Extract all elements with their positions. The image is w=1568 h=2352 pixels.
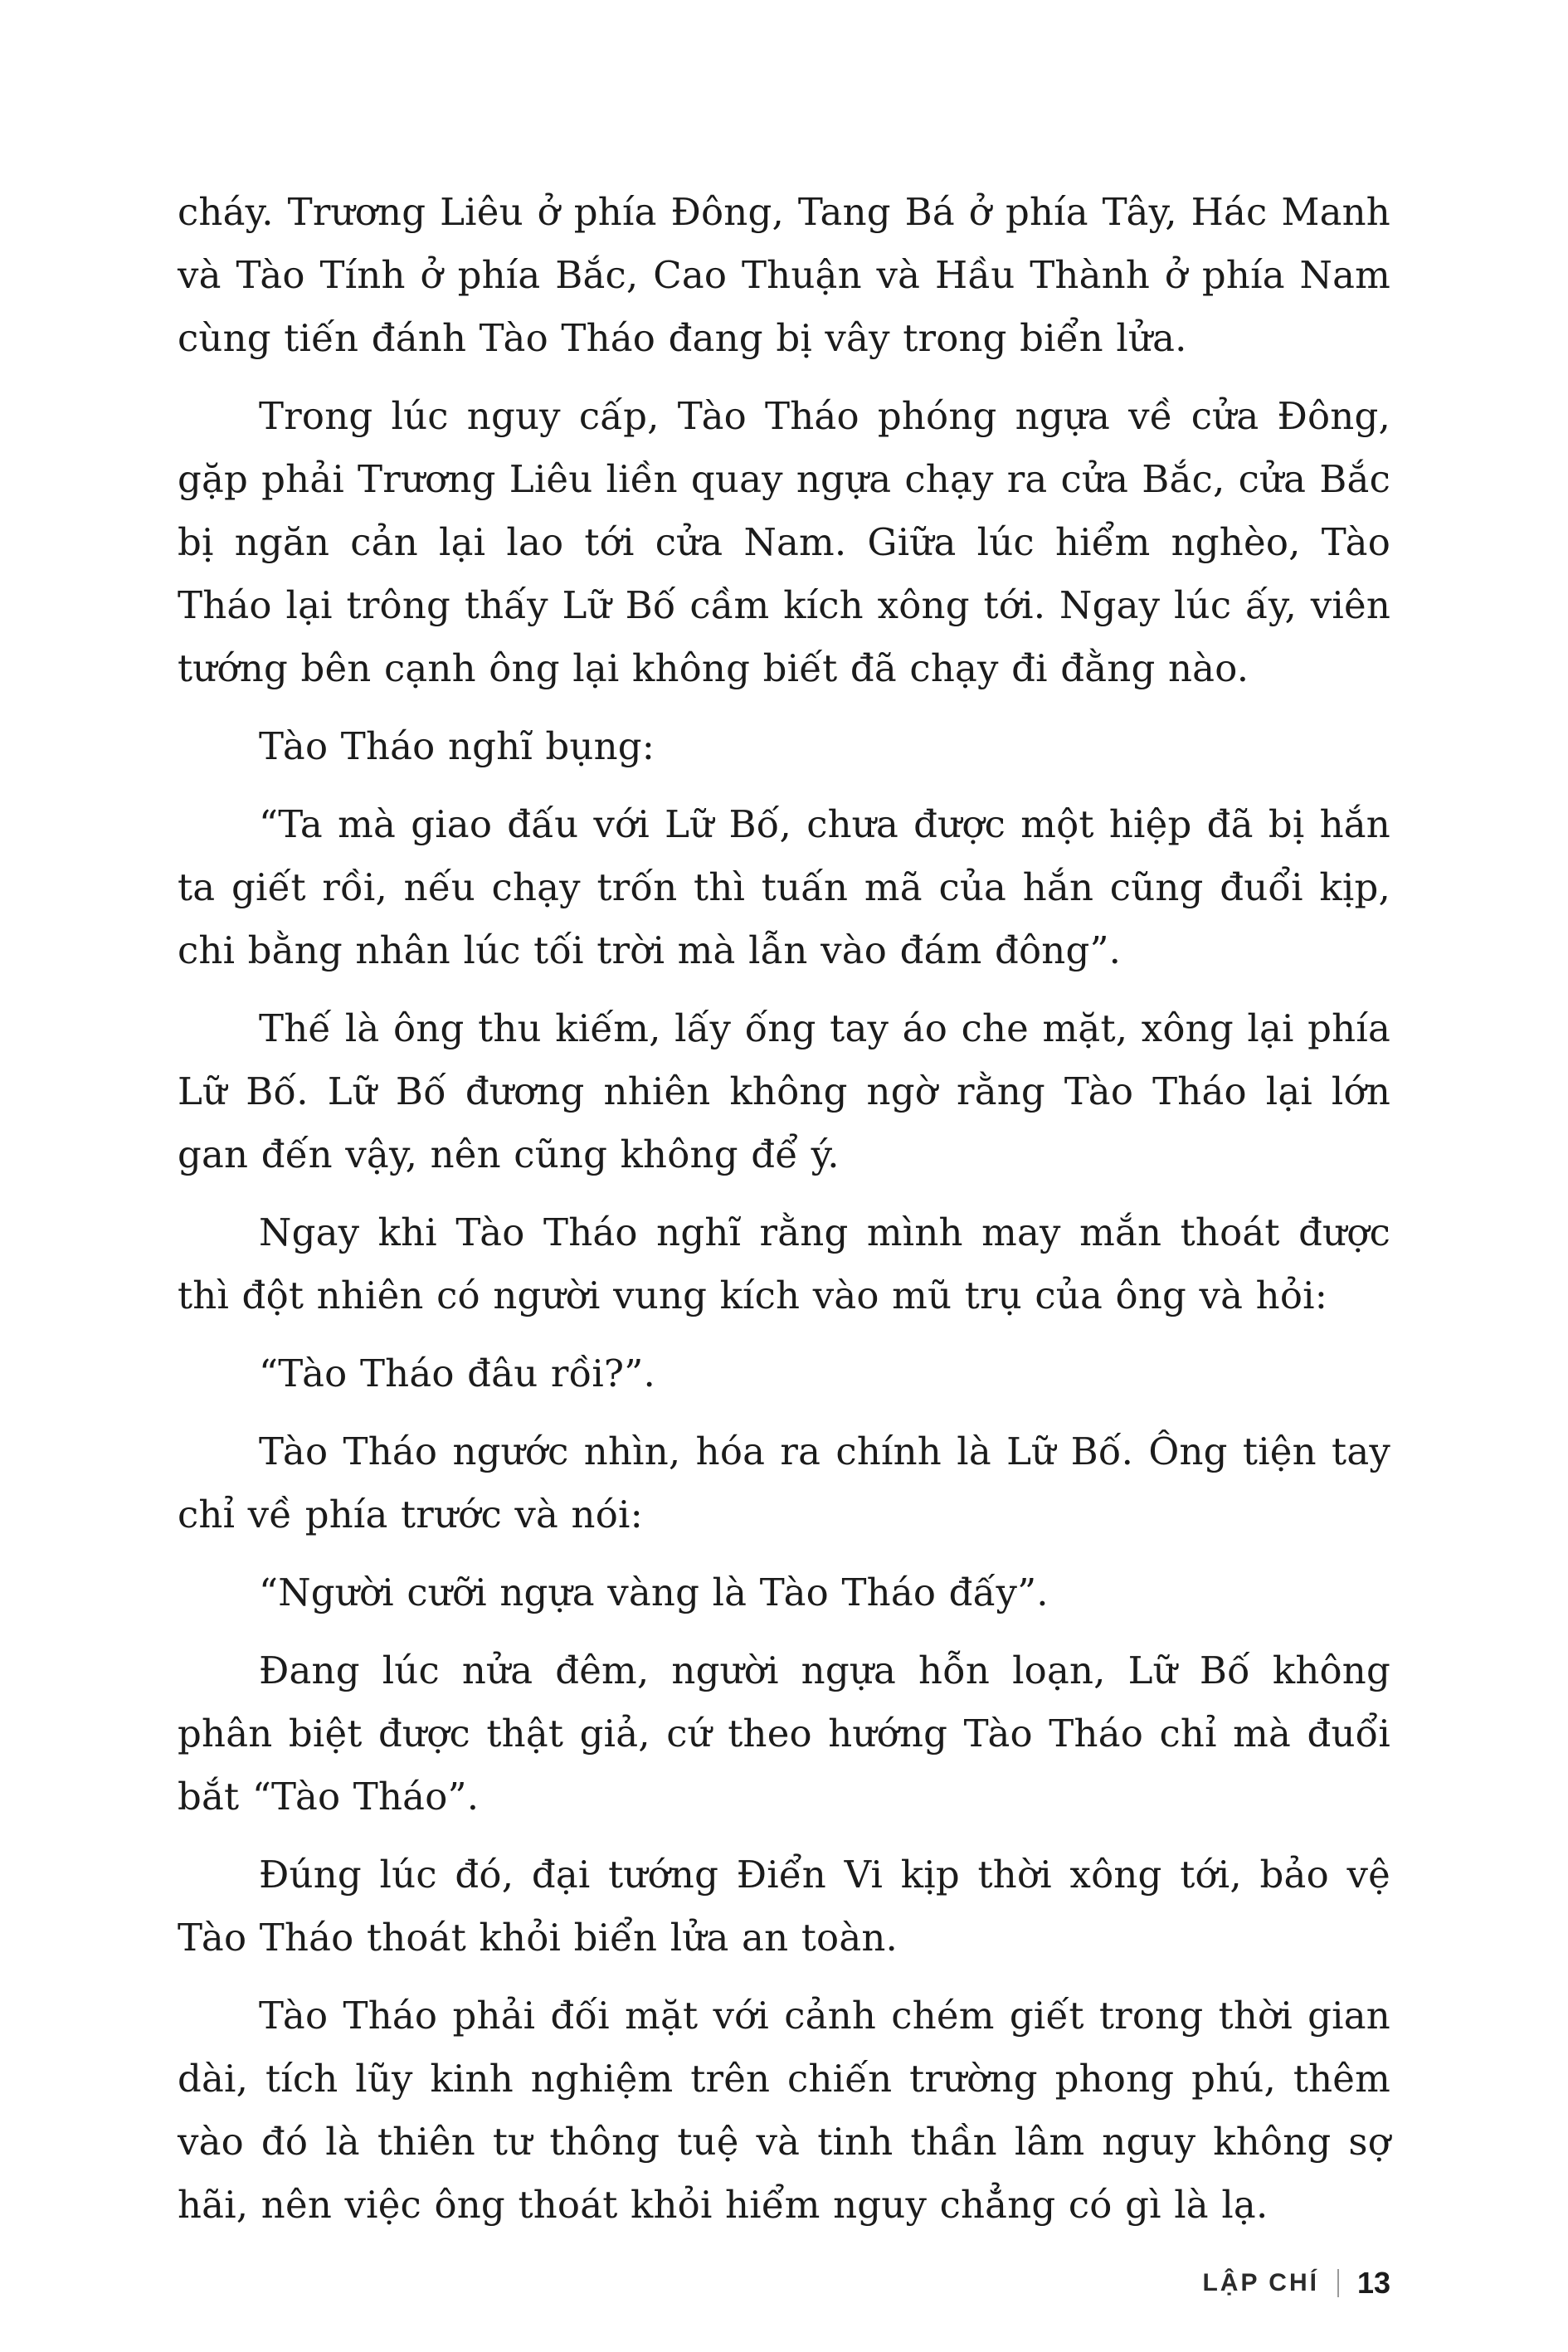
body-text: [178, 181, 1390, 2252]
paragraph: “Người cưỡi ngựa vàng là Tào Tháo đấy”.: [259, 1570, 1049, 1614]
paragraph: Trong lúc nguy cấp, Tào Tháo phóng ngựa về cửa Đông, gặp phải Trương Liêu liền quay ngựa chạy ra cửa Bắc, cửa Bắc bị ngăn cản lại lao tới cửa Nam. Giữa lúc hiểm nghèo, Tào Tháo lại trông thấy Lữ Bố cầm kích xông tới. Ngay lúc ấy, viên tướng bên cạnh ông lại không biết đã chạy đi đằng nào.: [178, 394, 1390, 690]
running-title: LẬP CHÍ: [1202, 2269, 1319, 2296]
paragraph: cháy. Trương Liêu ở phía Đông, Tang Bá ở phía Tây, Hác Manh và Tào Tính ở phía Bắc, Cao Thuận và Hầu Thành ở phía Nam cùng tiến đánh Tào Tháo đang bị vây trong biển lửa.: [178, 190, 1390, 360]
paragraph: Tào Tháo nghĩ bụng:: [259, 724, 655, 768]
paragraph: Tào Tháo ngước nhìn, hóa ra chính là Lữ Bố. Ông tiện tay chỉ về phía trước và nói:: [178, 1429, 1390, 1536]
page-footer: [1202, 2266, 1390, 2301]
paragraph: “Tào Tháo đâu rồi?”.: [259, 1351, 655, 1395]
paragraph: “Ta mà giao đấu với Lữ Bố, chưa được một hiệp đã bị hắn ta giết rồi, nếu chạy trốn thì tuấn mã của hắn cũng đuổi kịp, chi bằng nhân lúc tối trời mà lẫn vào đám đông”.: [178, 802, 1390, 972]
paragraph: Ngay khi Tào Tháo nghĩ rằng mình may mắn thoát được thì đột nhiên có người vung kích vào mũ trụ của ông và hỏi:: [178, 1210, 1390, 1317]
footer-separator: [1337, 2269, 1339, 2297]
paragraph: Thế là ông thu kiếm, lấy ống tay áo che mặt, xông lại phía Lữ Bố. Lữ Bố đương nhiên không ngờ rằng Tào Tháo lại lớn gan đến vậy, nên cũng không để ý.: [178, 1006, 1390, 1176]
paragraph: Đúng lúc đó, đại tướng Điển Vi kịp thời xông tới, bảo vệ Tào Tháo thoát khỏi biển lửa an toàn.: [178, 1853, 1390, 1960]
page-number: 13: [1356, 2266, 1390, 2300]
paragraph: Đang lúc nửa đêm, người ngựa hỗn loạn, Lữ Bố không phân biệt được thật giả, cứ theo hướng Tào Tháo chỉ mà đuổi bắt “Tào Tháo”.: [178, 1648, 1390, 1819]
paragraph: Tào Tháo phải đối mặt với cảnh chém giết trong thời gian dài, tích lũy kinh nghiệm trên chiến trường phong phú, thêm vào đó là thiên tư thông tuệ và tinh thần lâm nguy không sợ hãi, nên việc ông thoát khỏi hiểm nguy chẳng có gì là lạ.: [178, 1994, 1390, 2227]
